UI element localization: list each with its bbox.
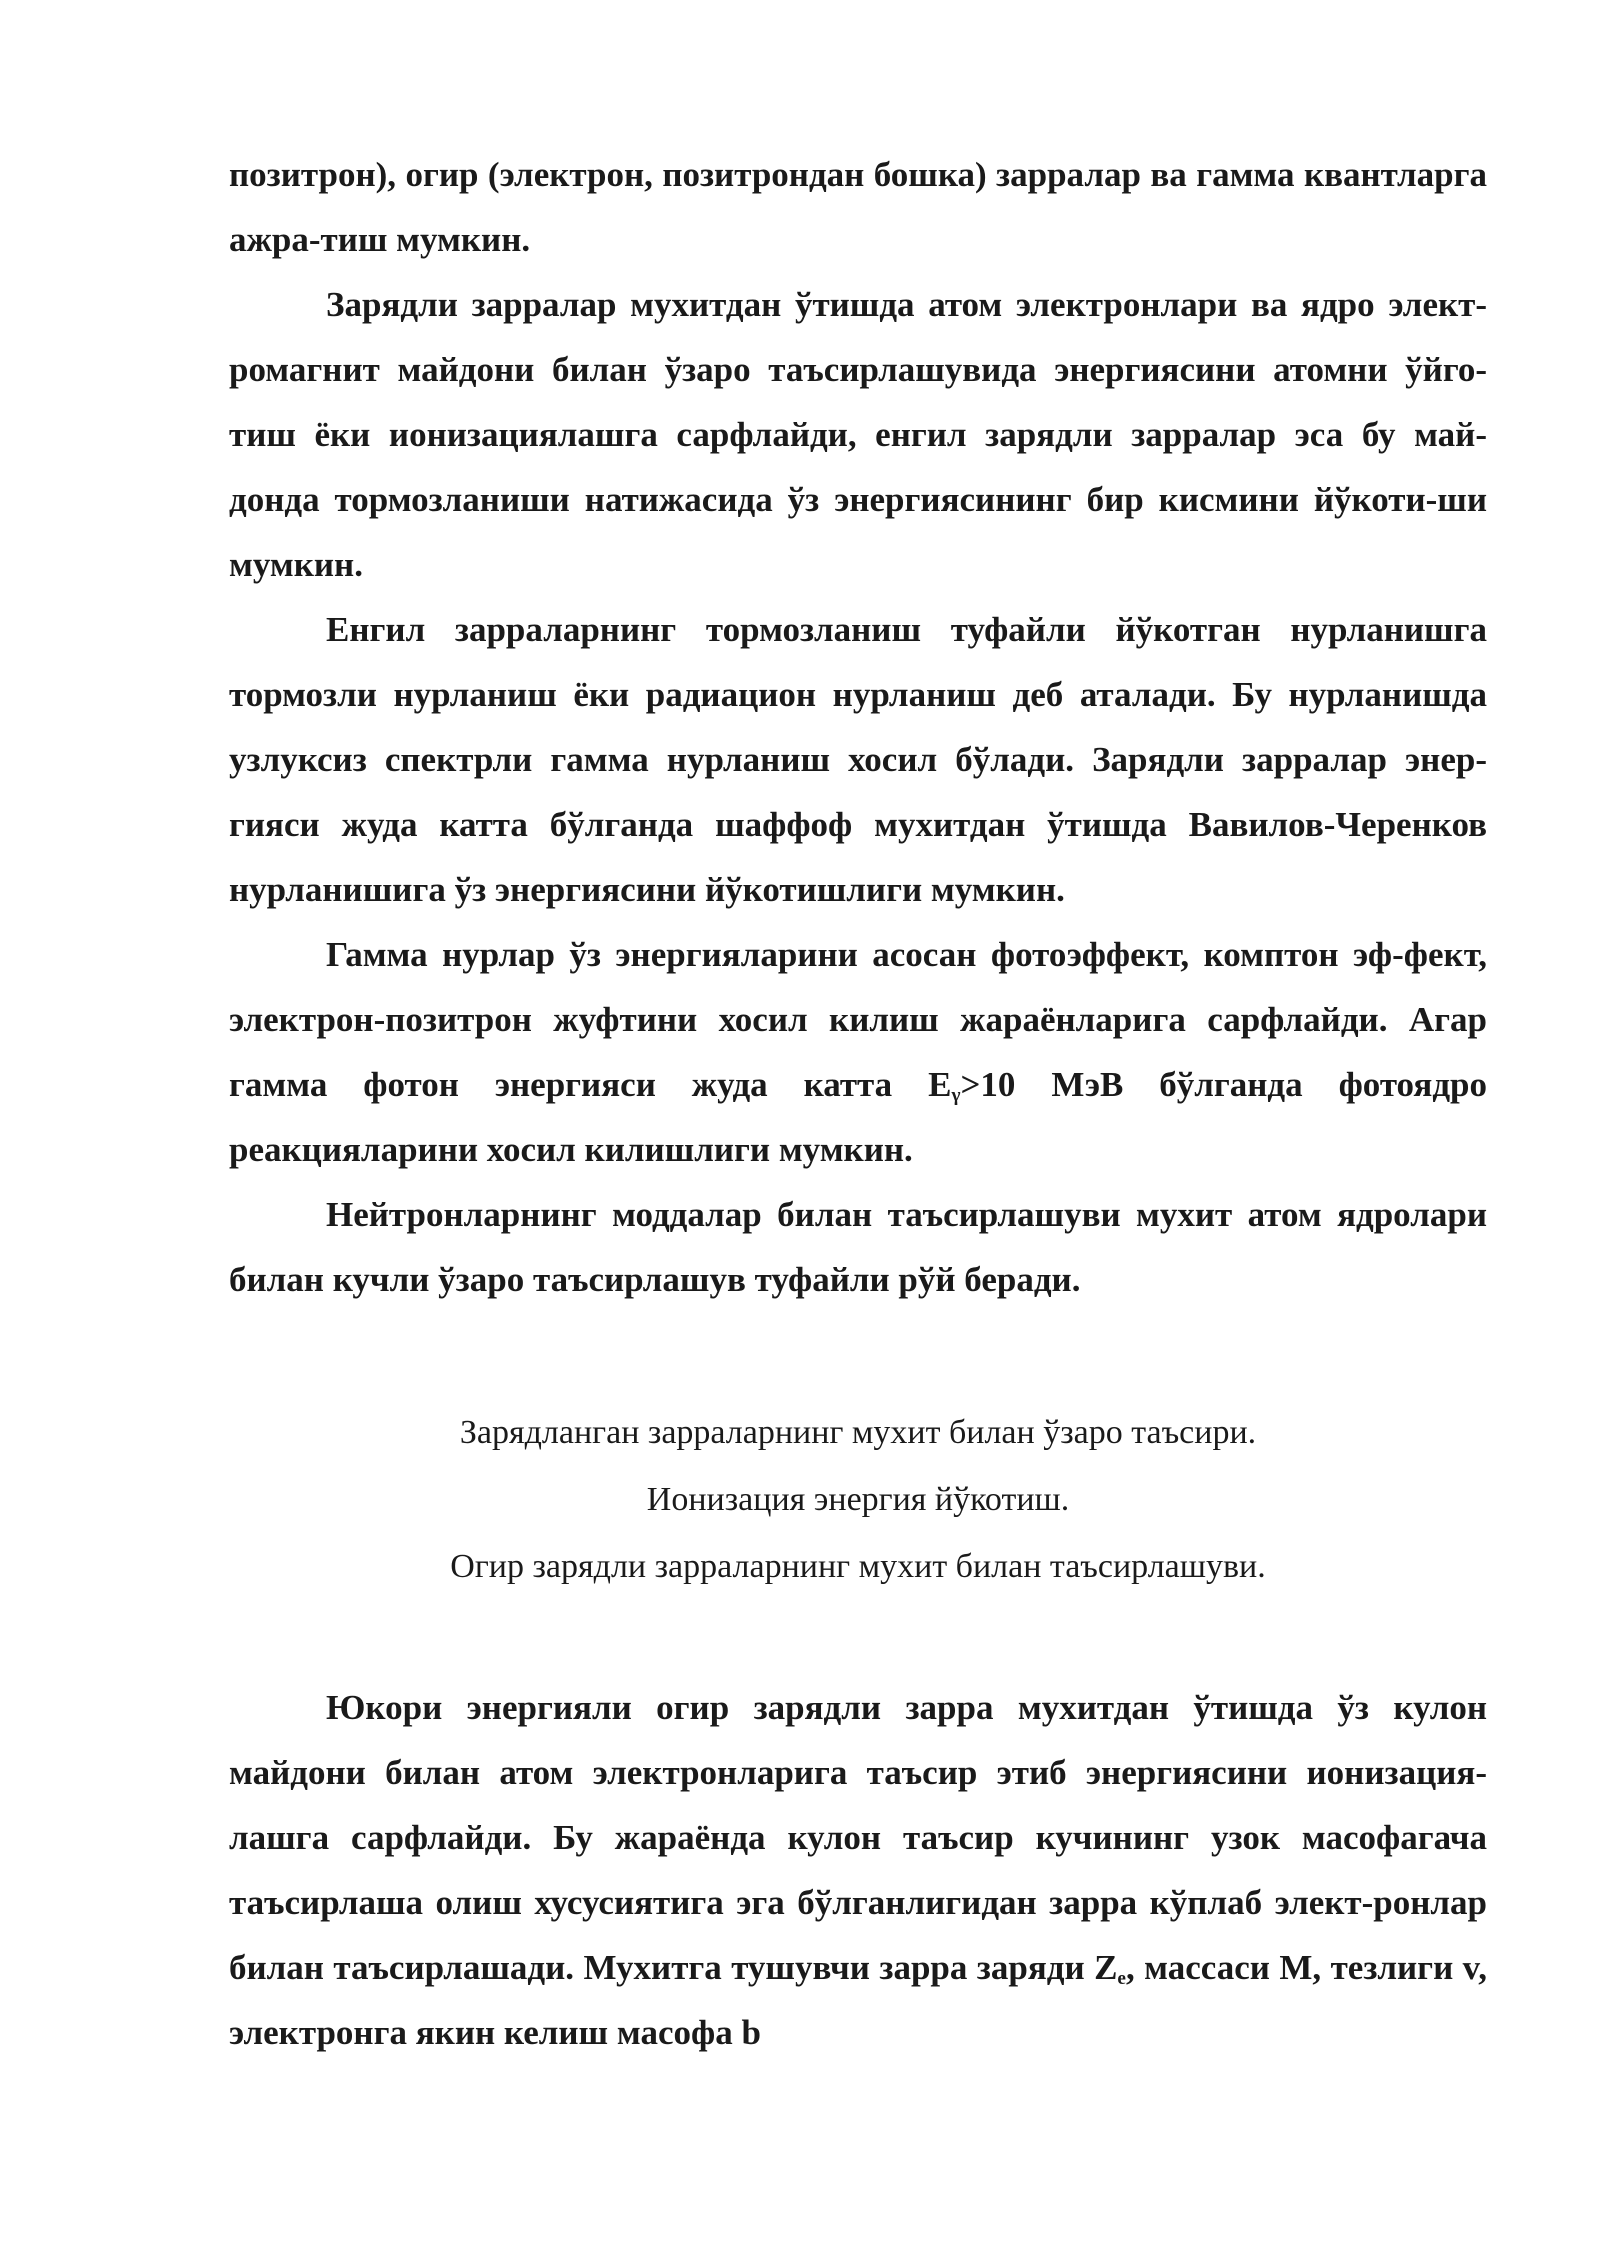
paragraph-2: Зарядли зарралар мухитдан ўтишда атом электронлари ва ядро элект-ромагнит майдони билан ўзаро таъсирлашувида энергиясини атомни ўйго-тиш ёки ионизациялашга сарфлайди, енгил зарядли зарралар эса бу май-донда тормозланиши натижасида ўз энергиясининг бир кисмини йўкоти-ши мумкин.	[229, 285, 1487, 584]
paragraph-6-text-b: , массаси M, тезлиги v, электронга якин келиш масофа b	[229, 1948, 1487, 2052]
paragraph-6	[229, 1675, 1487, 2065]
gamma-subscript: γ	[951, 1084, 961, 1106]
paragraph-1: позитрон), огир (электрон, позитрондан бошка) зарралар ва гамма квантларга ажра-тиш мумкин.	[229, 155, 1487, 259]
section-heading-3: Огир зарядли зарраларнинг мухит билан таъсирлашуви.	[450, 1548, 1266, 1585]
charge-subscript: e	[1117, 1967, 1126, 1989]
document-page	[229, 142, 1487, 2065]
paragraph-5: Нейтронларнинг моддалар билан таъсирлашуви мухит атом ядролари билан кучли ўзаро таъсирлашув туфайли рўй беради.	[229, 1195, 1487, 1299]
paragraph-3: Енгил зарраларнинг тормозланиш туфайли йўкотган нурланишга тормозли нурланиш ёки радиацион нурланиш деб аталади. Бу нурланишда узлуксиз спектрли гамма нурланиш хосил бўлади. Зарядли зарралар энер-гияси жуда катта бўлганда шаффоф мухитдан ўтишда Вавилов-Черенков нурланишига ўз энергиясини йўкотишлиги мумкин.	[229, 610, 1487, 909]
section-headings	[229, 1399, 1487, 1600]
section-heading-2: Ионизация энергия йўкотиш.	[646, 1481, 1070, 1518]
paragraph-4-text-a: Гамма нурлар ўз энергияларини асосан фотоэффект, комптон эф-фект, электрон-позитрон жуфтини хосил килиш жараёнларига сарфлайди. Агар гамма фотон энергияси жуда катта E	[229, 935, 1487, 1104]
paragraph-4-text-b: >10 МэВ бўлганда фотоядро реакцияларини хосил килишлиги мумкин.	[229, 1065, 1487, 1169]
section-heading-1: Зарядланган зарраларнинг мухит билан ўзаро таъсири.	[459, 1414, 1257, 1451]
paragraph-6-text-a: Юкори энергияли огир зарядли зарра мухитдан ўтишда ўз кулон майдони билан атом электронларига таъсир этиб энергиясини ионизация-лашга сарфлайди. Бу жараёнда кулон таъсир кучининг узок масофагача таъсирлаша олиш хусусиятига эга бўлганлигидан зарра кўплаб элект-ронлар билан таъсирлашади. Мухитга тушувчи зарра заряди Z	[229, 1688, 1487, 1987]
paragraph-4	[229, 922, 1487, 1182]
